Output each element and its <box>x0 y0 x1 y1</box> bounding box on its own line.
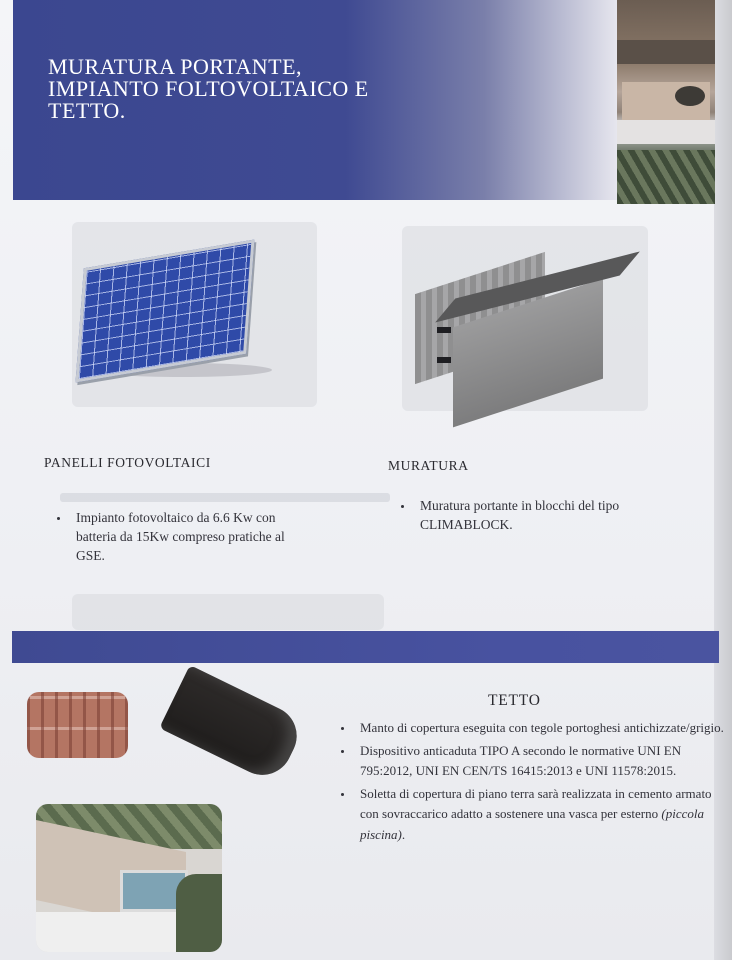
list-item <box>354 784 732 846</box>
roof-list <box>336 718 732 847</box>
photo-wall <box>617 120 715 144</box>
list-item: • Impianto fotovoltaico da 6.6 Kw con batteria da 15Kw compreso pratiche al GSE. <box>70 508 310 565</box>
solar-panel-cells <box>75 239 254 382</box>
list-item-end: . <box>401 826 406 842</box>
climablock-image <box>405 245 615 415</box>
ghost-strip <box>72 594 384 630</box>
solar-panel-image <box>62 245 272 395</box>
faint-bleed-line <box>60 493 390 502</box>
house-terrace-photo <box>617 0 715 204</box>
roof-heading: TETTO <box>488 692 541 709</box>
photo-plants <box>617 150 715 204</box>
photo-umbrella <box>675 86 705 106</box>
block-connector <box>437 327 451 333</box>
list-item: • Muratura portante in blocchi del tipo CLIMABLOCK. <box>414 496 704 534</box>
list-item-text: Soletta di copertura di piano terra sarà realizzata in cemento armato con sovraccarico adatto a sostenere una vasca per esterno <box>360 785 712 821</box>
page-title: MURATURA PORTANTE, IMPIANTO FOLTOVOLTAICO E TETTO. <box>48 54 369 123</box>
masonry-heading: MURATURA <box>388 458 469 473</box>
roof-tiles-image <box>27 692 128 758</box>
panels-list <box>52 508 310 571</box>
photo-roof <box>617 40 715 64</box>
photo-tree <box>176 874 222 952</box>
block-connector <box>437 357 451 363</box>
list-item-italic: (piccola piscina) <box>360 806 704 842</box>
section-divider-band <box>12 631 719 663</box>
header-band <box>13 0 617 200</box>
list-item: • Dispositivo anticaduta TIPO A secondo le normative UNI EN 795:2012, UNI EN CEN/TS 16415:2013 e UNI 11578:2015. <box>354 741 732 782</box>
pool-terrace-photo <box>36 804 222 952</box>
masonry-list <box>396 496 704 540</box>
list-item: • Manto di copertura eseguita con tegole portoghesi antichizzate/grigio. <box>354 718 732 739</box>
panels-heading: PANELLI FOTOVOLTAICI <box>44 455 211 470</box>
